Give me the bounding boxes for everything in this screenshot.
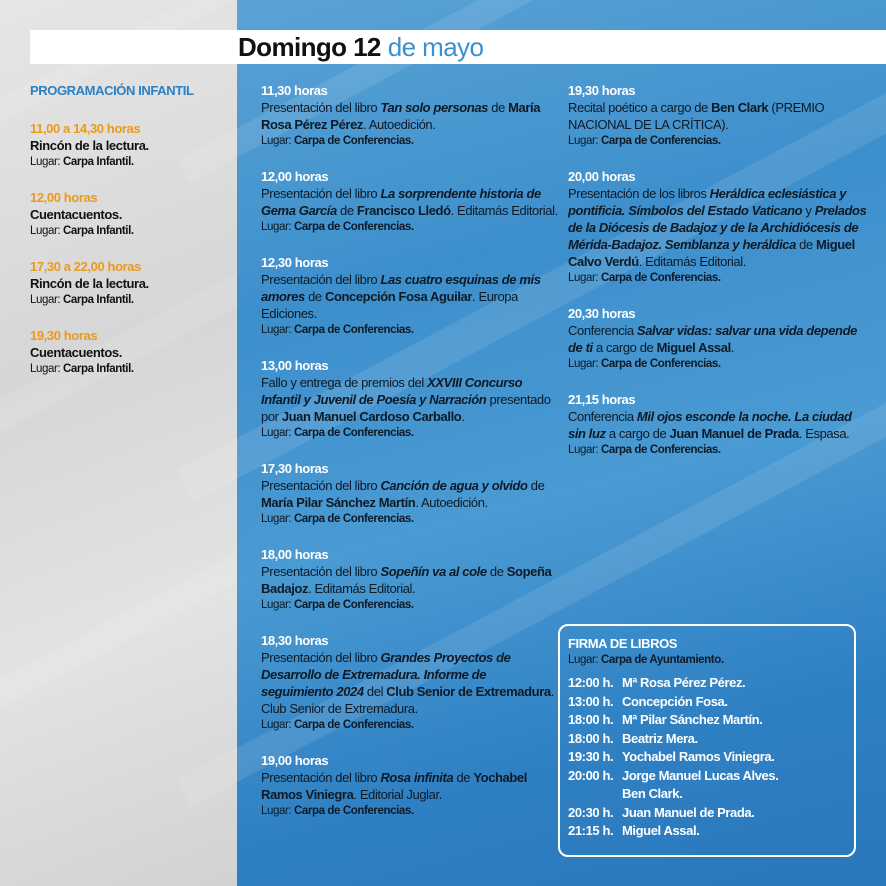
description-text: a cargo de xyxy=(592,340,657,355)
middle-program-column xyxy=(261,82,561,838)
signing-time: 12:00 h. xyxy=(568,675,614,690)
author-name: María Pilar Sánchez Martín xyxy=(261,495,416,510)
place-label: Lugar: xyxy=(261,805,292,817)
description-text: de xyxy=(336,203,357,218)
event-time: 21,15 horas xyxy=(568,392,636,407)
description-text: de xyxy=(304,289,325,304)
event-place xyxy=(568,442,868,458)
signing-row xyxy=(568,804,846,823)
event-time: 19,00 horas xyxy=(261,753,329,768)
place-label: Lugar: xyxy=(30,363,61,375)
publisher-text: . Editamás Editorial. xyxy=(638,254,746,269)
place-name: Carpa de Conferencias. xyxy=(294,221,414,233)
signing-time: 13:00 h. xyxy=(568,693,614,709)
program-event xyxy=(261,546,561,613)
publisher-text: . xyxy=(461,409,465,424)
author-name: Yochabel Ramos Viniegra xyxy=(261,770,527,802)
event-title: Rincón de la lectura. xyxy=(30,276,149,291)
event-place xyxy=(261,511,561,527)
publisher-text: . Espasa. xyxy=(798,426,850,441)
event-time: 12,30 horas xyxy=(261,255,329,270)
place-label: Lugar: xyxy=(261,427,292,439)
event-time: 20,30 horas xyxy=(568,306,636,321)
program-event xyxy=(568,168,868,286)
book-title: Sopeñín va al cole xyxy=(380,564,487,579)
place-name: Carpa Infantil. xyxy=(63,294,134,306)
description-text: Presentación del libro xyxy=(261,100,381,115)
event-title: Rincón de la lectura. xyxy=(30,138,149,153)
program-event xyxy=(261,460,561,527)
signing-time: 19:30 h. xyxy=(568,749,614,764)
title-month: de mayo xyxy=(387,32,484,62)
signing-time xyxy=(568,785,622,804)
event-description xyxy=(568,322,868,356)
event-time: 12,00 horas xyxy=(30,190,98,205)
place-name: Carpa de Conferencias. xyxy=(601,358,721,370)
place-name: Carpa de Conferencias. xyxy=(294,805,414,817)
event-description xyxy=(261,99,561,133)
publisher-text: . Editamás Editorial. xyxy=(450,203,558,218)
book-signing-list xyxy=(568,674,846,841)
place-name: Carpa de Conferencias. xyxy=(294,599,414,611)
author-name: Juan Manuel de Prada xyxy=(669,426,799,441)
place-name: Carpa de Conferencias. xyxy=(601,444,721,456)
description-text: Presentación de los libros xyxy=(568,186,710,201)
description-text: presentado por xyxy=(261,392,551,424)
author-name: Club Senior de Extremadura xyxy=(386,684,551,699)
description-text: Fallo y entrega de premios del xyxy=(261,375,428,390)
book-title: Prelados de la Diócesis de Badajoz y de la Archidiócesis de Mérida-Badajoz. Semblanza y heráldica xyxy=(568,203,867,252)
event-description xyxy=(568,99,868,133)
book-title: Las cuatro esquinas de mis amores xyxy=(261,272,541,304)
description-text: del xyxy=(363,684,387,699)
event-place xyxy=(30,292,230,308)
place-name: Carpa de Conferencias. xyxy=(294,719,414,731)
publisher-text: . Editamás Editorial. xyxy=(308,581,416,596)
event-description xyxy=(261,374,561,425)
author-name: Miguel Calvo Verdú xyxy=(568,237,855,269)
title-day: Domingo 12 xyxy=(238,32,381,62)
description-text: de xyxy=(453,770,474,785)
publisher-text: . Europa Ediciones. xyxy=(261,289,518,321)
signing-author: Mª Pilar Sánchez Martín. xyxy=(622,712,763,727)
program-event xyxy=(261,168,561,235)
place-label: Lugar: xyxy=(261,135,292,147)
signing-author: Mª Rosa Pérez Pérez. xyxy=(622,675,746,690)
book-title: Mil ojos esconde la noche. La ciudad sin luz xyxy=(568,409,852,441)
children-event xyxy=(30,258,230,308)
children-event-list xyxy=(30,120,230,377)
signing-row xyxy=(568,785,846,804)
right-program-column xyxy=(568,82,868,477)
place-name: Carpa de Conferencias. xyxy=(294,513,414,525)
program-event xyxy=(261,254,561,338)
place-label: Lugar: xyxy=(261,221,292,233)
event-description xyxy=(261,185,561,219)
author-name: Juan Manuel Cardoso Carballo xyxy=(281,409,462,424)
place-label: Lugar: xyxy=(30,294,61,306)
place-label: Lugar: xyxy=(30,156,61,168)
author-name: Sopeña Badajoz xyxy=(261,564,552,596)
signing-row xyxy=(568,767,846,786)
author-name: Concepción Fosa Aguilar xyxy=(324,289,473,304)
children-program-column xyxy=(30,82,230,396)
event-time: 13,00 horas xyxy=(261,358,329,373)
event-description xyxy=(568,408,868,442)
event-time: 11,00 a 14,30 horas xyxy=(30,121,141,136)
description-text: Presentación del libro xyxy=(261,186,381,201)
signing-author: Juan Manuel de Prada. xyxy=(622,804,755,820)
signing-row xyxy=(568,693,846,712)
description-text: de xyxy=(488,100,509,115)
place-label: Lugar: xyxy=(261,324,292,336)
place-label: Lugar: xyxy=(261,719,292,731)
signing-time: 18:00 h. xyxy=(568,712,614,727)
place-name: Carpa de Conferencias. xyxy=(294,324,414,336)
author-name: Miguel Assal xyxy=(656,340,731,355)
place-label: Lugar: xyxy=(568,358,599,370)
event-place xyxy=(568,270,868,286)
event-place xyxy=(261,717,561,733)
signing-row xyxy=(568,711,846,730)
event-time: 17,30 a 22,00 horas xyxy=(30,259,141,274)
event-description xyxy=(261,563,561,597)
description-text: Conferencia xyxy=(568,409,637,424)
program-event xyxy=(568,82,868,149)
signing-row xyxy=(568,748,846,767)
book-title: La sorprendente historia de Gema García xyxy=(261,186,541,218)
publisher-text: . Club Senior de Extremadura. xyxy=(261,684,554,716)
place-label: Lugar: xyxy=(568,135,599,147)
publisher-text: . Autoedición. xyxy=(363,117,436,132)
event-time: 18,30 horas xyxy=(261,633,329,648)
signing-row xyxy=(568,674,846,693)
signing-time: 21:15 h. xyxy=(568,823,614,838)
event-time: 11,30 horas xyxy=(261,83,328,98)
description-text: Recital poético a cargo de xyxy=(568,100,712,115)
event-time: 19,30 horas xyxy=(30,328,98,343)
description-text: de xyxy=(527,478,545,493)
book-title: Heráldica eclesiástica y pontificia. Símbolos del Estado Vaticano xyxy=(568,186,847,218)
event-description xyxy=(568,185,868,270)
event-description xyxy=(261,271,561,322)
publisher-text: . Editorial Juglar. xyxy=(353,787,442,802)
decorative-stripe xyxy=(0,540,272,723)
book-title: Canción de agua y olvido xyxy=(380,478,528,493)
event-place xyxy=(261,219,561,235)
author-name: Francisco Lledó xyxy=(356,203,451,218)
children-event xyxy=(30,327,230,377)
description-text: de xyxy=(486,564,507,579)
place-label: Lugar: xyxy=(568,444,599,456)
place-label: Lugar: xyxy=(568,272,599,284)
event-title: Cuentacuentos. xyxy=(30,345,122,360)
event-time: 12,00 horas xyxy=(261,169,329,184)
book-title: Salvar vidas: salvar una vida depende de ti xyxy=(568,323,857,355)
event-time: 18,00 horas xyxy=(261,547,329,562)
event-place xyxy=(261,803,561,819)
event-place xyxy=(30,154,230,170)
description-text: Presentación del libro xyxy=(261,650,381,665)
event-time: 19,30 horas xyxy=(568,83,636,98)
page-title xyxy=(238,30,483,64)
place-name: Carpa Infantil. xyxy=(63,225,134,237)
book-title: XXVIII Concurso Infantil y Juvenil de Poesía y Narración xyxy=(261,375,523,407)
publisher-text: . xyxy=(730,340,734,355)
author-name: Ben Clark xyxy=(711,100,769,115)
event-place xyxy=(261,597,561,613)
book-title: Grandes Proyectos de Desarrollo de Extremadura. Informe de seguimiento 2024 xyxy=(261,650,511,699)
event-place xyxy=(30,361,230,377)
place-name: Carpa de Conferencias. xyxy=(601,272,721,284)
event-place xyxy=(261,322,561,338)
signing-author: Beatriz Mera. xyxy=(622,730,698,746)
event-description xyxy=(261,477,561,511)
event-title: Cuentacuentos. xyxy=(30,207,122,222)
place-label: Lugar: xyxy=(30,225,61,237)
event-description xyxy=(261,649,561,717)
place-label: Lugar: xyxy=(261,599,292,611)
signing-row xyxy=(568,822,846,841)
book-signing-title: FIRMA DE LIBROS xyxy=(568,636,678,651)
description-text: Conferencia xyxy=(568,323,637,338)
place-name: Carpa de Conferencias. xyxy=(601,135,721,147)
book-signing-box xyxy=(558,624,856,857)
event-place xyxy=(568,133,868,149)
signing-author: Miguel Assal. xyxy=(622,823,700,838)
event-place xyxy=(261,425,561,441)
description-text: de xyxy=(795,237,817,252)
program-event xyxy=(261,752,561,819)
place-name: Carpa de Conferencias. xyxy=(294,427,414,439)
place-label: Lugar: xyxy=(261,513,292,525)
children-event xyxy=(30,189,230,239)
publisher-text: (PREMIO NACIONAL DE LA CRÍTICA). xyxy=(568,100,825,132)
program-event xyxy=(261,82,561,149)
description-text: Presentación del libro xyxy=(261,564,381,579)
program-event xyxy=(568,391,868,458)
signing-time: 20:00 h. xyxy=(568,767,614,783)
event-place xyxy=(568,356,868,372)
publisher-text: . Autoedición. xyxy=(415,495,488,510)
place-name: Carpa de Conferencias. xyxy=(294,135,414,147)
signing-author: Jorge Manuel Lucas Alves. xyxy=(622,767,779,783)
signing-author: Concepción Fosa. xyxy=(622,693,728,709)
description-text: Presentación del libro xyxy=(261,770,381,785)
children-program-heading: PROGRAMACIÓN INFANTIL xyxy=(30,83,194,98)
author-name: María Rosa Pérez Pérez xyxy=(261,100,541,132)
signing-time: 20:30 h. xyxy=(568,804,614,820)
signing-author: Yochabel Ramos Viniegra. xyxy=(622,749,775,764)
description-text: Presentación del libro xyxy=(261,478,381,493)
event-time: 17,30 horas xyxy=(261,461,329,476)
program-event xyxy=(568,305,868,372)
event-place xyxy=(261,133,561,149)
description-text: Presentación del libro xyxy=(261,272,381,287)
event-place xyxy=(30,223,230,239)
place-name: Carpa Infantil. xyxy=(63,156,134,168)
signing-author: Ben Clark. xyxy=(622,786,683,801)
description-text: y xyxy=(802,203,815,218)
event-description xyxy=(261,769,561,803)
signing-row xyxy=(568,730,846,749)
book-title: Rosa infinita xyxy=(380,770,454,785)
book-signing-place: Lugar: Carpa de Ayuntamiento. xyxy=(568,654,724,666)
children-event xyxy=(30,120,230,170)
program-event xyxy=(261,632,561,733)
description-text: a cargo de xyxy=(605,426,670,441)
signing-time: 18:00 h. xyxy=(568,730,614,746)
program-event xyxy=(261,357,561,441)
event-time: 20,00 horas xyxy=(568,169,636,184)
book-title: Tan solo personas xyxy=(380,100,489,115)
place-name: Carpa Infantil. xyxy=(63,363,134,375)
